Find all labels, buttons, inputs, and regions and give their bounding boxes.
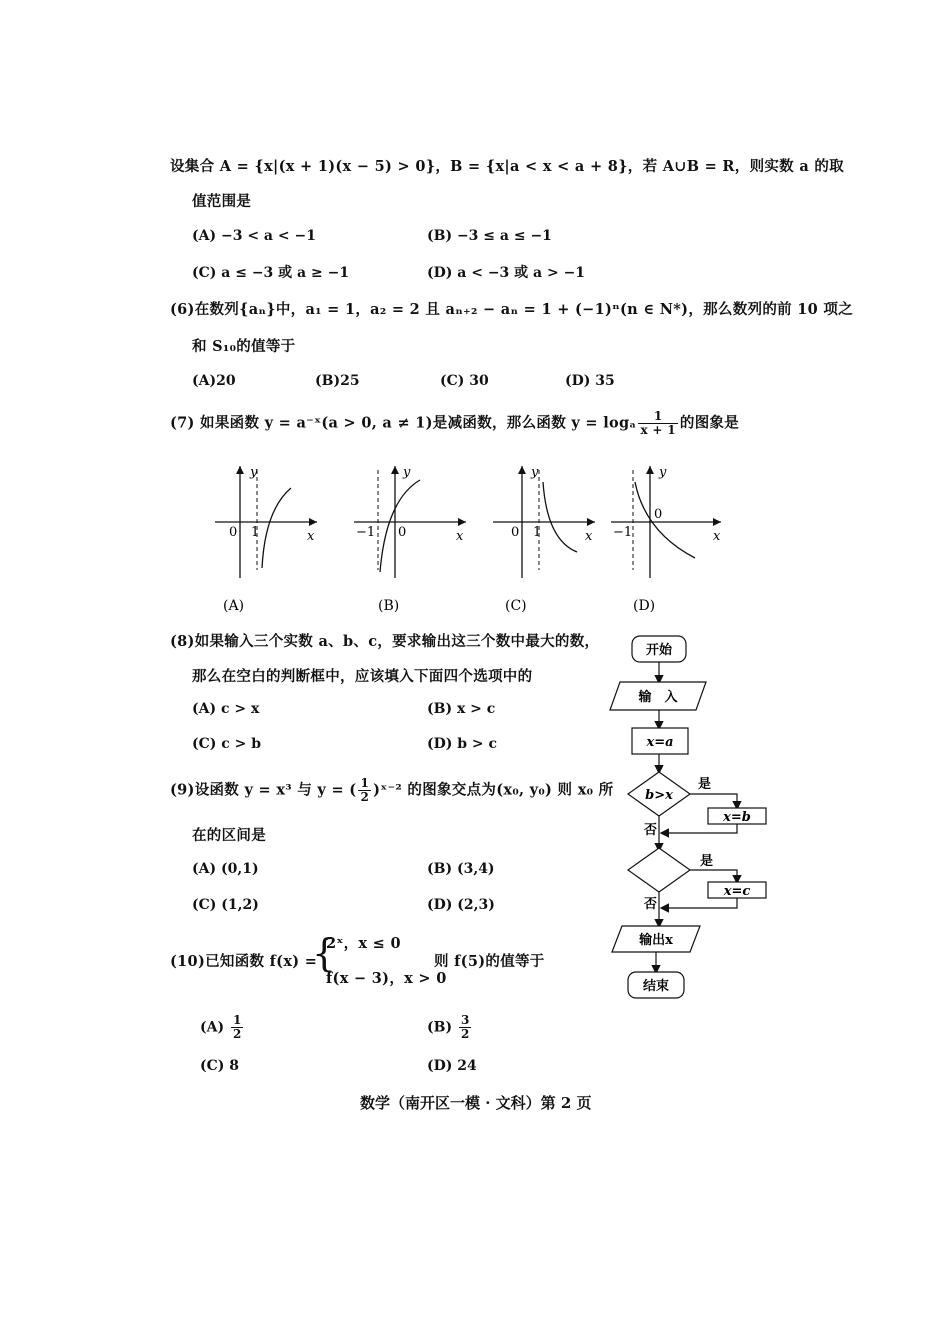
q7-stem (170, 410, 739, 437)
q7-graph-a (205, 460, 325, 620)
q9-stem-line2: 在的区间是 (192, 827, 266, 844)
q9-option-c: (C) (1,2) (192, 897, 259, 913)
q8-stem-line2: 那么在空白的判断框中，应该填入下面四个选项中的 (192, 668, 533, 685)
flow-condition2-blank (628, 848, 690, 892)
flow-condition1-label: b>x (645, 788, 673, 803)
flow-input-label: 输 入 (638, 690, 678, 705)
q10-option-a-den: 2 (233, 1027, 242, 1041)
q8-option-b: (B) x > c (427, 701, 496, 717)
q9-option-a: (A) (0,1) (192, 861, 259, 877)
flowchart (600, 630, 810, 1010)
q7-frac-den: x + 1 (640, 423, 676, 437)
q8-stem-line1: (8)如果输入三个实数 a、b、c，要求输出这三个数中最大的数， (170, 633, 600, 650)
graph-a-tick: 1 (251, 525, 260, 540)
q9-frac-den: 2 (360, 790, 370, 804)
graph-d-origin: 0 (654, 507, 663, 522)
q9-frac-num: 1 (360, 776, 370, 790)
graph-a-x-label: x (307, 529, 315, 544)
q10-option-c: (C) 8 (200, 1058, 240, 1074)
q10-option-b-label: (B) (427, 1019, 453, 1036)
page-footer: 数学（南开区一模 · 文科）第 2 页 (360, 1094, 592, 1112)
q8-option-a: (A) c > x (192, 701, 260, 717)
q6-stem-line1: (6)在数列{aₙ}中，a₁ = 1，a₂ = 2 且 aₙ₊₂ − aₙ = 1 + (−1)ⁿ(n ∈ N*)，那么数列的前 10 项之 (170, 301, 853, 318)
graph-b-x-label: x (456, 529, 464, 544)
q10-option-a (200, 1014, 245, 1041)
flow-set-b-label: x=b (723, 810, 751, 825)
q7-graph-d (605, 460, 730, 620)
graph-c-tick: 1 (533, 525, 542, 540)
q6-option-b: (B)25 (315, 373, 360, 389)
q9-stem-line1 (170, 777, 613, 804)
graph-b-y-label: y (403, 465, 411, 480)
q10-case2: f(x − 3)，x > 0 (326, 970, 447, 987)
q5-stem-line1: 设集合 A = {x|(x + 1)(x − 5) > 0}，B = {x|a < x < a + 8}，若 A∪B = R，则实数 a 的取 (170, 158, 844, 175)
q6-option-a: (A)20 (192, 373, 236, 389)
q9-stem-after: )ˣ⁻² 的图象交点为(x₀, y₀) 则 x₀ 所 (373, 781, 614, 799)
flow-end-label: 结束 (642, 979, 670, 994)
q6-option-d: (D) 35 (565, 373, 615, 389)
q6-option-c: (C) 30 (440, 373, 489, 389)
q10-option-b (427, 1014, 473, 1041)
q10-stem-before: (10)已知函数 f(x) = (170, 953, 318, 970)
q9-option-b: (B) (3,4) (427, 861, 495, 877)
q10-stem-after: 则 f(5)的值等于 (434, 953, 545, 970)
graph-c-origin: 0 (511, 525, 520, 540)
graph-b-origin: 0 (398, 525, 407, 540)
q5-option-c: (C) a ≤ −3 或 a ≥ −1 (192, 265, 350, 281)
flow-no2-label: 否 (644, 897, 658, 912)
q7-stem-after: 的图象是 (679, 414, 740, 432)
flow-yes2-label: 是 (700, 854, 714, 869)
flow-output-label: 输出x (639, 933, 673, 948)
q7-stem-before: (7) 如果函数 y = a⁻ˣ(a > 0, a ≠ 1)是减函数，那么函数 y = logₐ (170, 414, 637, 432)
q7-frac-num: 1 (638, 410, 677, 424)
graph-c-x-label: x (585, 529, 593, 544)
flow-yes1-label: 是 (698, 777, 712, 792)
graph-a-y-label: y (250, 465, 258, 480)
flow-no1-label: 否 (644, 823, 658, 838)
q6-stem-line2: 和 S₁₀的值等于 (192, 338, 296, 355)
graph-c-caption: (C) (505, 598, 527, 614)
q5-stem-line2: 值范围是 (192, 193, 252, 210)
graph-d-tick: −1 (613, 525, 633, 540)
q10-option-b-fraction (459, 1014, 471, 1041)
q7-graph-c (485, 460, 605, 620)
q8-option-d: (D) b > c (427, 736, 498, 752)
q10-option-a-fraction (231, 1014, 243, 1041)
flow-set-c-label: x=c (723, 884, 751, 899)
graph-a-caption: (A) (223, 598, 245, 614)
graph-c-y-label: y (531, 465, 539, 480)
graph-d-x-label: x (713, 529, 721, 544)
graph-a-origin: 0 (229, 525, 238, 540)
flow-start-label: 开始 (645, 643, 673, 658)
graph-b-caption: (B) (378, 598, 400, 614)
q10-option-d: (D) 24 (427, 1058, 477, 1074)
q10-brace: { (312, 931, 337, 975)
graph-d-y-label: y (659, 465, 667, 480)
graph-d-caption: (D) (633, 598, 656, 614)
q8-option-c: (C) c > b (192, 736, 262, 752)
q10-option-a-num: 1 (233, 1013, 242, 1027)
q7-graph-b (350, 460, 475, 620)
q5-option-a: (A) −3 < a < −1 (192, 228, 316, 244)
q10-option-b-den: 2 (460, 1027, 470, 1041)
q10-case1: 2ˣ，x ≤ 0 (326, 935, 401, 952)
q10-option-a-label: (A) (200, 1019, 225, 1036)
q5-option-b: (B) −3 ≤ a ≤ −1 (427, 228, 552, 244)
q5-option-d: (D) a < −3 或 a > −1 (427, 265, 586, 281)
graph-b-tick: −1 (356, 525, 376, 540)
q9-fraction (358, 777, 371, 804)
q10-option-b-num: 3 (460, 1013, 470, 1027)
q9-option-d: (D) (2,3) (427, 897, 495, 913)
flow-assign-label: x=a (646, 735, 674, 750)
q9-stem-before: (9)设函数 y = x³ 与 y = ( (170, 781, 357, 799)
q7-fraction (638, 410, 677, 437)
